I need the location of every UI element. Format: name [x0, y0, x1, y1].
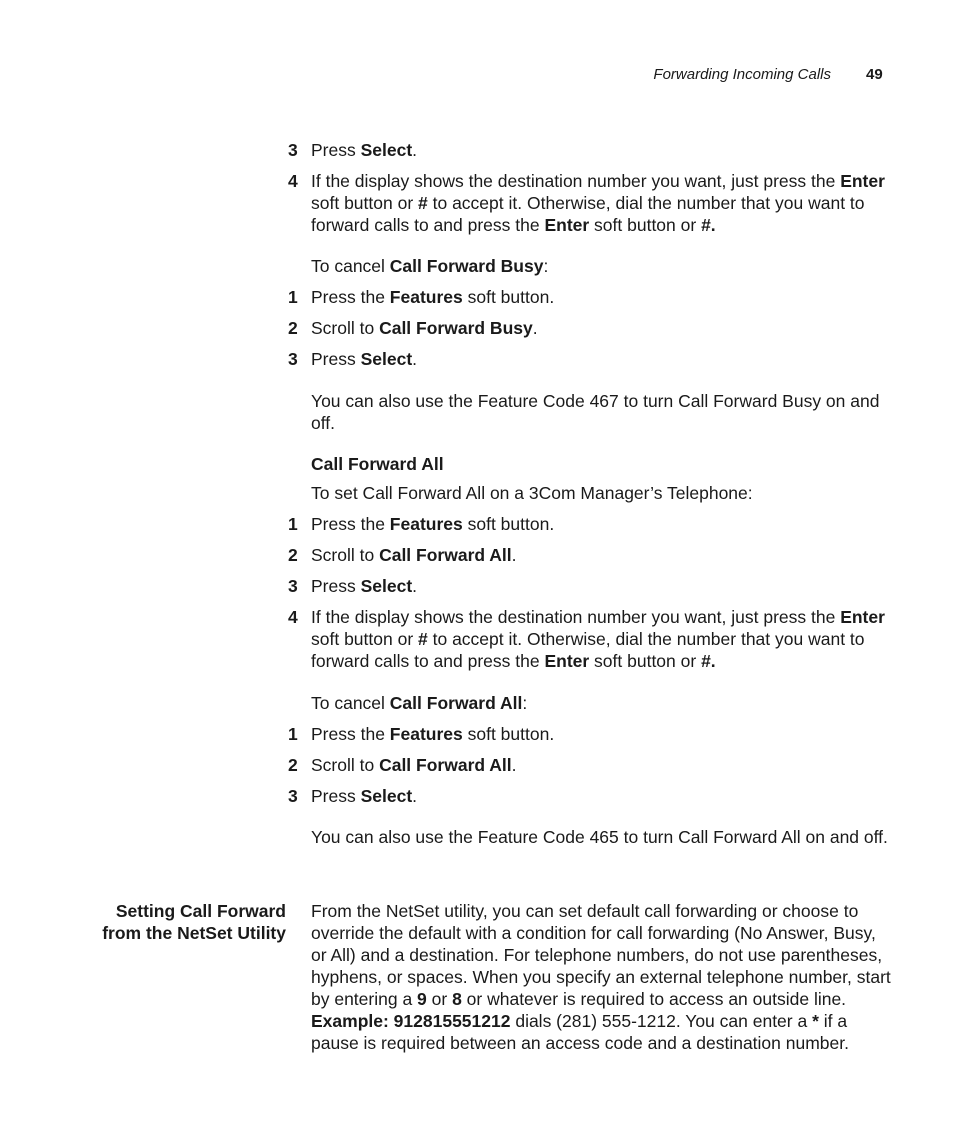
bold-term: 9	[417, 989, 427, 1009]
running-header	[0, 66, 954, 88]
call-forward-all-intro: To set Call Forward All on a 3Com Manager’s Telephone:	[311, 483, 753, 503]
step-text: Press Select.	[311, 576, 418, 596]
step-text: Scroll to Call Forward All.	[311, 545, 517, 565]
bold-term: #	[418, 193, 428, 213]
step-number: 2	[288, 318, 298, 338]
bold-term: Call Forward All	[389, 693, 523, 713]
bold-term: Select	[360, 576, 413, 596]
bold-term: Example: 912815551212	[311, 1011, 511, 1031]
bold-term: Enter	[840, 607, 885, 627]
step-number: 1	[288, 514, 298, 534]
bold-term: Features	[389, 514, 463, 534]
page-number: 49	[866, 66, 883, 83]
step-number: 3	[288, 576, 298, 596]
step-text: Scroll to Call Forward Busy.	[311, 318, 538, 338]
step-text: If the display shows the destination number you want, just press the Enter soft button or # to accept it. Otherwise, dial the number that you want to forward calls to and press the Enter soft button or #.	[311, 607, 885, 671]
cancel-all-intro: To cancel Call Forward All:	[311, 693, 528, 713]
step-text: Press the Features soft button.	[311, 514, 555, 534]
bold-term: #.	[701, 215, 716, 235]
bold-term: Features	[389, 287, 463, 307]
bold-term: Features	[389, 724, 463, 744]
bold-term: 8	[452, 989, 462, 1009]
step-number: 3	[288, 349, 298, 369]
step-text: If the display shows the destination number you want, just press the Enter soft button or # to accept it. Otherwise, dial the number that you want to forward calls to and press the Enter soft button or #.	[311, 171, 885, 235]
bold-term: #	[418, 629, 428, 649]
bold-term: *	[812, 1011, 819, 1031]
bold-term: Select	[360, 349, 413, 369]
busy-feature-code-note: You can also use the Feature Code 467 to turn Call Forward Busy on and off.	[311, 391, 880, 433]
step-number: 3	[288, 140, 298, 160]
netset-section-body: From the NetSet utility, you can set default call forwarding or choose to override the default with a condition for call forwarding (No Answer, Busy, or All) and a destination. For telephone numbers, do not use parentheses, hyphens, or spaces. When you specify an external telephone number, start by entering a 9 or 8 or whatever is required to access an outside line. Example: 912815551212 dials (281) 555-1212. You can enter a * if a pause is required between an access code and a destination number.	[311, 901, 891, 1053]
step-number: 3	[288, 786, 298, 806]
call-forward-all-heading: Call Forward All	[311, 454, 444, 474]
step-number: 1	[288, 724, 298, 744]
bold-term: Call Forward All	[379, 545, 512, 565]
step-number: 1	[288, 287, 298, 307]
all-feature-code-note: You can also use the Feature Code 465 to turn Call Forward All on and off.	[311, 827, 888, 847]
bold-term: Enter	[840, 171, 885, 191]
step-number: 2	[288, 545, 298, 565]
step-number: 4	[288, 607, 298, 627]
step-text: Press the Features soft button.	[311, 724, 555, 744]
step-text: Press Select.	[311, 349, 418, 369]
step-text: Scroll to Call Forward All.	[311, 755, 517, 775]
netset-section-heading: Setting Call Forward from the NetSet Utility	[102, 901, 286, 943]
bold-term: Select	[360, 786, 413, 806]
step-text: Press the Features soft button.	[311, 287, 555, 307]
bold-term: Call Forward Busy	[379, 318, 533, 338]
bold-term: Call Forward All	[379, 755, 512, 775]
bold-term: Enter	[544, 651, 590, 671]
bold-term: Select	[360, 140, 413, 160]
step-number: 4	[288, 171, 298, 191]
cancel-busy-intro: To cancel Call Forward Busy:	[311, 256, 549, 276]
bold-term: #.	[701, 651, 716, 671]
step-text: Press Select.	[311, 140, 418, 160]
bold-term: Enter	[544, 215, 590, 235]
section-title: Forwarding Incoming Calls	[653, 66, 831, 83]
step-text: Press Select.	[311, 786, 418, 806]
bold-term: Call Forward Busy	[389, 256, 544, 276]
step-number: 2	[288, 755, 298, 775]
